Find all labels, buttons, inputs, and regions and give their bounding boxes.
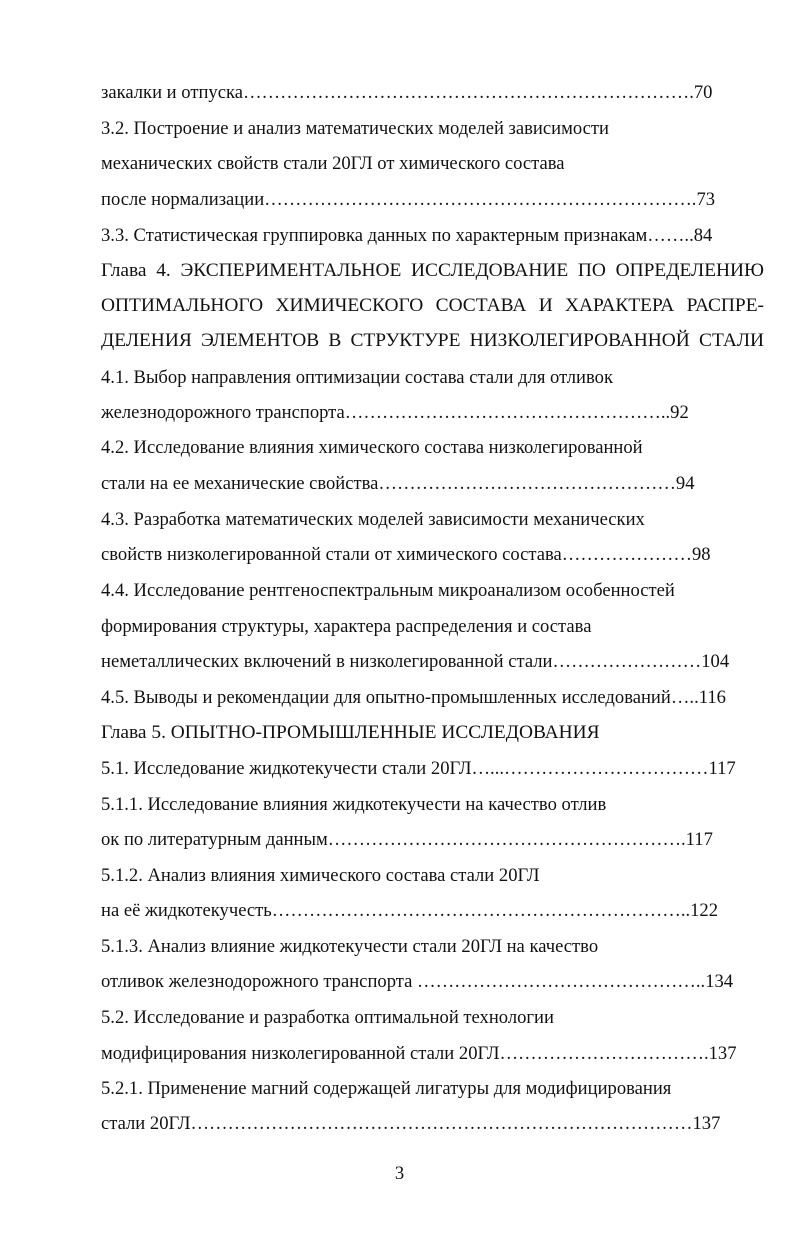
toc-line: 5.2. Исследование и разработка оптимальной технологии: [101, 1007, 554, 1028]
toc-line: после нормализации…………………………………………………………….73: [101, 189, 716, 210]
toc-line: ок по литературным данным………………………………………………….117: [101, 829, 713, 850]
toc-line: неметаллических включений в низколегированной стали……………………104: [101, 651, 730, 672]
chapter-heading-line: Глава 4. ЭКСПЕРИМЕНТАЛЬНОЕ ИССЛЕДОВАНИЕ ПО ОПРЕДЕЛЕНИЮ: [101, 260, 764, 281]
toc-line: железнодорожного транспорта……………………………………………..92: [101, 402, 689, 423]
toc-line: свойств низколегированной стали от химического состава…………………98: [101, 544, 711, 565]
toc-line: 4.3. Разработка математических моделей зависимости механических: [101, 509, 645, 530]
toc-line: 5.1.2. Анализ влияния химического состава стали 20ГЛ: [101, 865, 540, 886]
toc-line: модифицирования низколегированной стали 20ГЛ…………………………….137: [101, 1043, 737, 1064]
toc-line: стали 20ГЛ………………………………………………………………………137: [101, 1113, 721, 1134]
toc-line: 4.1. Выбор направления оптимизации состава стали для отливок: [101, 367, 613, 388]
chapter-heading-line: Глава 5. ОПЫТНО-ПРОМЫШЛЕННЫЕ ИССЛЕДОВАНИЯ: [101, 722, 600, 743]
toc-line: 4.4. Исследование рентгеноспектральным микроанализом особенностей: [101, 580, 675, 601]
chapter-heading-line: ОПТИМАЛЬНОГО ХИМИЧЕСКОГО СОСТАВА И ХАРАКТЕРА РАСПРЕ-: [101, 295, 764, 316]
page-number: 3: [394, 1163, 405, 1184]
toc-line: механических свойств стали 20ГЛ от химического состава: [101, 153, 565, 174]
toc-line: 5.1.1. Исследование влияния жидкотекучести на качество отлив: [101, 794, 607, 815]
toc-line: 3.2. Построение и анализ математических моделей зависимости: [101, 118, 609, 139]
toc-line: 3.3. Статистическая группировка данных по характерным признакам……..84: [101, 225, 713, 246]
toc-line: 5.1.3. Анализ влияние жидкотекучести стали 20ГЛ на качество: [101, 936, 599, 957]
toc-line: закалки и отпуска……………………………………………………………….70: [101, 82, 713, 103]
toc-line: 4.2. Исследование влияния химического состава низколегированной: [101, 437, 643, 458]
toc-line: стали на ее механические свойства…………………………………………94: [101, 473, 695, 494]
chapter-heading-line: ДЕЛЕНИЯ ЭЛЕМЕНТОВ В СТРУКТУРЕ НИЗКОЛЕГИРОВАННОЙ СТАЛИ: [101, 330, 764, 351]
toc-line: на её жидкотекучесть…………………………………………………………..122: [101, 900, 719, 921]
toc-line: 4.5. Выводы и рекомендации для опытно-промышленных исследований…..116: [101, 687, 726, 708]
toc-line: 5.2.1. Применение магний содержащей лигатуры для модифицирования: [101, 1078, 672, 1099]
toc-line: 5.1. Исследование жидкотекучести стали 20ГЛ…...……………………………117: [101, 758, 736, 779]
toc-line: формирования структуры, характера распределения и состава: [101, 616, 592, 637]
toc-line: отливок железнодорожного транспорта ………………………………………..134: [101, 971, 734, 992]
